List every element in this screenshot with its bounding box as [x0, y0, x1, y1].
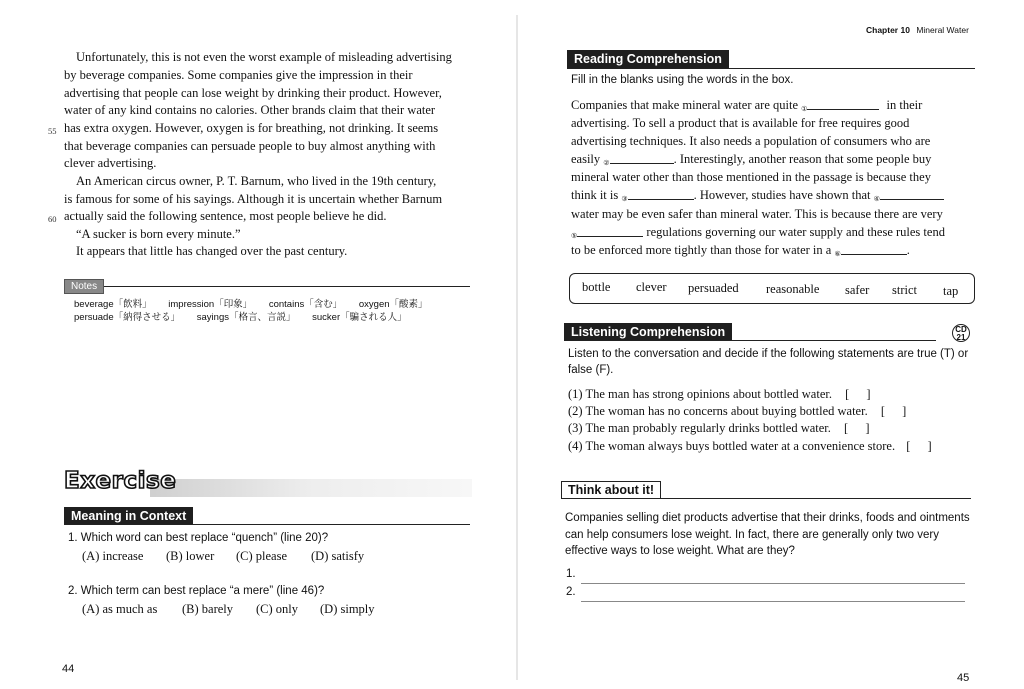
blank-number: ④	[873, 195, 880, 203]
answer-1-number: 1.	[566, 568, 576, 580]
cloze-text: regulations governing our water supply and these rules tend	[646, 225, 945, 239]
meaning-rule	[64, 524, 470, 525]
note-item: sucker「騙される人」	[312, 312, 407, 323]
note-item: oxygen「酸素」	[358, 299, 428, 310]
chapter-number: Chapter 10	[866, 25, 910, 35]
think-prompt-line-1: Companies selling diet products advertise that their drinks, foods and ointments	[565, 512, 970, 524]
blank-number: ①	[801, 105, 808, 113]
cloze-line: water may be even safer than mineral water. This is because there are very	[571, 207, 943, 221]
passage-line: is famous for some of his sayings. Although it is uncertain whether Barnum	[64, 192, 443, 206]
think-rule	[561, 498, 971, 499]
exercise-title: Exercise	[64, 468, 177, 494]
chapter-title: Mineral Water	[916, 25, 969, 35]
statement-text: (3) The man probably regularly drinks bottled water.	[568, 421, 831, 435]
blank-5[interactable]	[577, 225, 643, 237]
listening-comprehension-label: Listening Comprehension	[564, 323, 732, 341]
word-box	[569, 273, 975, 304]
think-about-it-label: Think about it!	[561, 481, 661, 499]
running-header	[866, 25, 969, 35]
passage-line: has extra oxygen. However, oxygen is for breathing, not drinking. It seems	[64, 121, 439, 135]
blank-number: ⑥	[834, 250, 841, 258]
listening-rule	[564, 340, 936, 341]
notes-label: Notes	[64, 279, 104, 294]
q2-option-b: (B) barely	[182, 602, 234, 616]
blank-number: ⑤	[571, 232, 578, 240]
reading-instruction: Fill in the blanks using the words in the box.	[571, 74, 794, 86]
answer-2-number: 2.	[566, 586, 576, 598]
note-item: beverage「飲料」	[74, 299, 152, 310]
tf-statement-2	[568, 404, 906, 419]
passage-line: by beverage companies. Some companies give the impression in their	[64, 68, 413, 82]
note-item: persuade「納得させる」	[74, 312, 181, 323]
think-prompt-line-3: effective ways to lose weight. What are they?	[565, 545, 795, 557]
statement-text: (4) The woman always buys bottled water at a convenience store.	[568, 439, 896, 453]
cloze-line: advertising techniques. It also needs a population of consumers who are	[571, 134, 931, 148]
cloze-line	[571, 242, 910, 264]
answer-2-line[interactable]	[581, 601, 965, 602]
answer-bracket: ]	[927, 439, 932, 453]
listening-instruction-line-1: Listen to the conversation and decide if the following statements are true (T) or	[568, 348, 969, 360]
cloze-text: in their	[886, 98, 923, 112]
reading-comprehension-label: Reading Comprehension	[567, 50, 729, 68]
blank-3[interactable]	[628, 188, 694, 200]
blank-1[interactable]	[807, 98, 879, 110]
cd-track-number: 21	[956, 333, 966, 342]
answer-bracket: ]	[902, 404, 907, 418]
passage-line: that beverage companies can persuade people to buy almost anything with	[64, 139, 436, 153]
passage-line: clever advertising.	[64, 156, 157, 170]
notes-rule	[104, 286, 470, 287]
answer-bracket: ]	[865, 421, 870, 435]
passage-line: An American circus owner, P. T. Barnum, who lived in the 19th century,	[76, 174, 437, 188]
blank-4[interactable]	[880, 188, 944, 200]
q2-option-a: (A) as much as	[82, 602, 158, 616]
meaning-in-context-label: Meaning in Context	[64, 507, 193, 525]
tf-statement-1	[568, 387, 871, 402]
reading-rule	[567, 68, 975, 69]
answer-1-line[interactable]	[581, 583, 965, 584]
answer-bracket[interactable]: [	[844, 421, 849, 435]
answer-bracket[interactable]: [	[906, 439, 911, 453]
notes-row-2	[74, 309, 407, 323]
word-option: safer	[845, 283, 870, 297]
blank-number: ③	[621, 195, 628, 203]
q1-option-d: (D) satisfy	[311, 549, 365, 563]
passage-line: water of any kind contains no calories. Other brands claim that their water	[64, 103, 436, 117]
passage-line: advertising that people can lose weight by drinking their product. However,	[64, 86, 442, 100]
statement-text: (2) The woman has no concerns about buying bottled water.	[568, 404, 868, 418]
q2-option-d: (D) simply	[320, 602, 375, 616]
cloze-text: Companies that make mineral water are quite	[571, 98, 798, 112]
note-item: impression「印象」	[168, 299, 253, 310]
cd-label: CD	[955, 325, 967, 334]
q1-option-c: (C) please	[236, 549, 288, 563]
blank-6[interactable]	[841, 243, 907, 255]
answer-bracket[interactable]: [	[845, 387, 850, 401]
q2-option-c: (C) only	[256, 602, 299, 616]
passage-line: Unfortunately, this is not even the worst example of misleading advertising	[76, 50, 452, 64]
cloze-text: . Interestingly, another reason that some people buy	[673, 152, 932, 166]
word-option: reasonable	[766, 282, 820, 296]
word-option: tap	[943, 284, 959, 298]
cd-track-icon	[952, 324, 970, 342]
exercise-banner-fade	[150, 479, 472, 497]
passage-line: “A sucker is born every minute.”	[76, 227, 241, 241]
blank-number: ②	[603, 159, 610, 167]
note-item: sayings「格言、言説」	[196, 312, 296, 323]
word-option: strict	[892, 283, 917, 297]
cloze-text: easily	[571, 152, 601, 166]
question-1: 1. Which word can best replace “quench” (line 20)?	[68, 532, 329, 544]
answer-bracket: ]	[866, 387, 871, 401]
page-number-right: 45	[957, 672, 970, 684]
cloze-text: .	[906, 243, 910, 257]
blank-2[interactable]	[610, 152, 674, 164]
cloze-line: mineral water other than those mentioned in the passage is because they	[571, 170, 931, 184]
question-2: 2. Which term can best replace “a mere” (line 46)?	[68, 585, 325, 597]
q1-option-b: (B) lower	[166, 549, 215, 563]
note-item: contains「含む」	[268, 299, 343, 310]
page-gutter	[516, 15, 518, 680]
passage-line: actually said the following sentence, most people believe he did.	[64, 209, 387, 223]
word-option: clever	[636, 280, 667, 294]
notes-row-1	[74, 296, 428, 310]
passage-line: It appears that little has changed over the past century.	[76, 244, 348, 258]
tf-statement-3	[568, 421, 869, 436]
word-option: persuaded	[688, 281, 739, 295]
answer-bracket[interactable]: [	[880, 404, 885, 418]
think-prompt-line-2: can help consumers lose weight. In fact, there are generally only two very	[565, 529, 939, 541]
q1-option-a: (A) increase	[82, 549, 144, 563]
cloze-text: think it is	[571, 188, 619, 202]
cloze-text: to be enforced more tightly than those for water in a	[571, 243, 832, 257]
line-number-60: 60	[48, 214, 57, 224]
statement-text: (1) The man has strong opinions about bottled water.	[568, 387, 832, 401]
tf-statement-4	[568, 439, 932, 454]
page-number-left: 44	[62, 663, 75, 675]
listening-instruction-line-2: false (F).	[568, 364, 614, 376]
cloze-line: advertising. To sell a product that is available for free requires good	[571, 116, 910, 130]
cloze-text: . However, studies have shown that	[693, 188, 871, 202]
word-option: bottle	[582, 280, 611, 294]
line-number-55: 55	[48, 126, 57, 136]
